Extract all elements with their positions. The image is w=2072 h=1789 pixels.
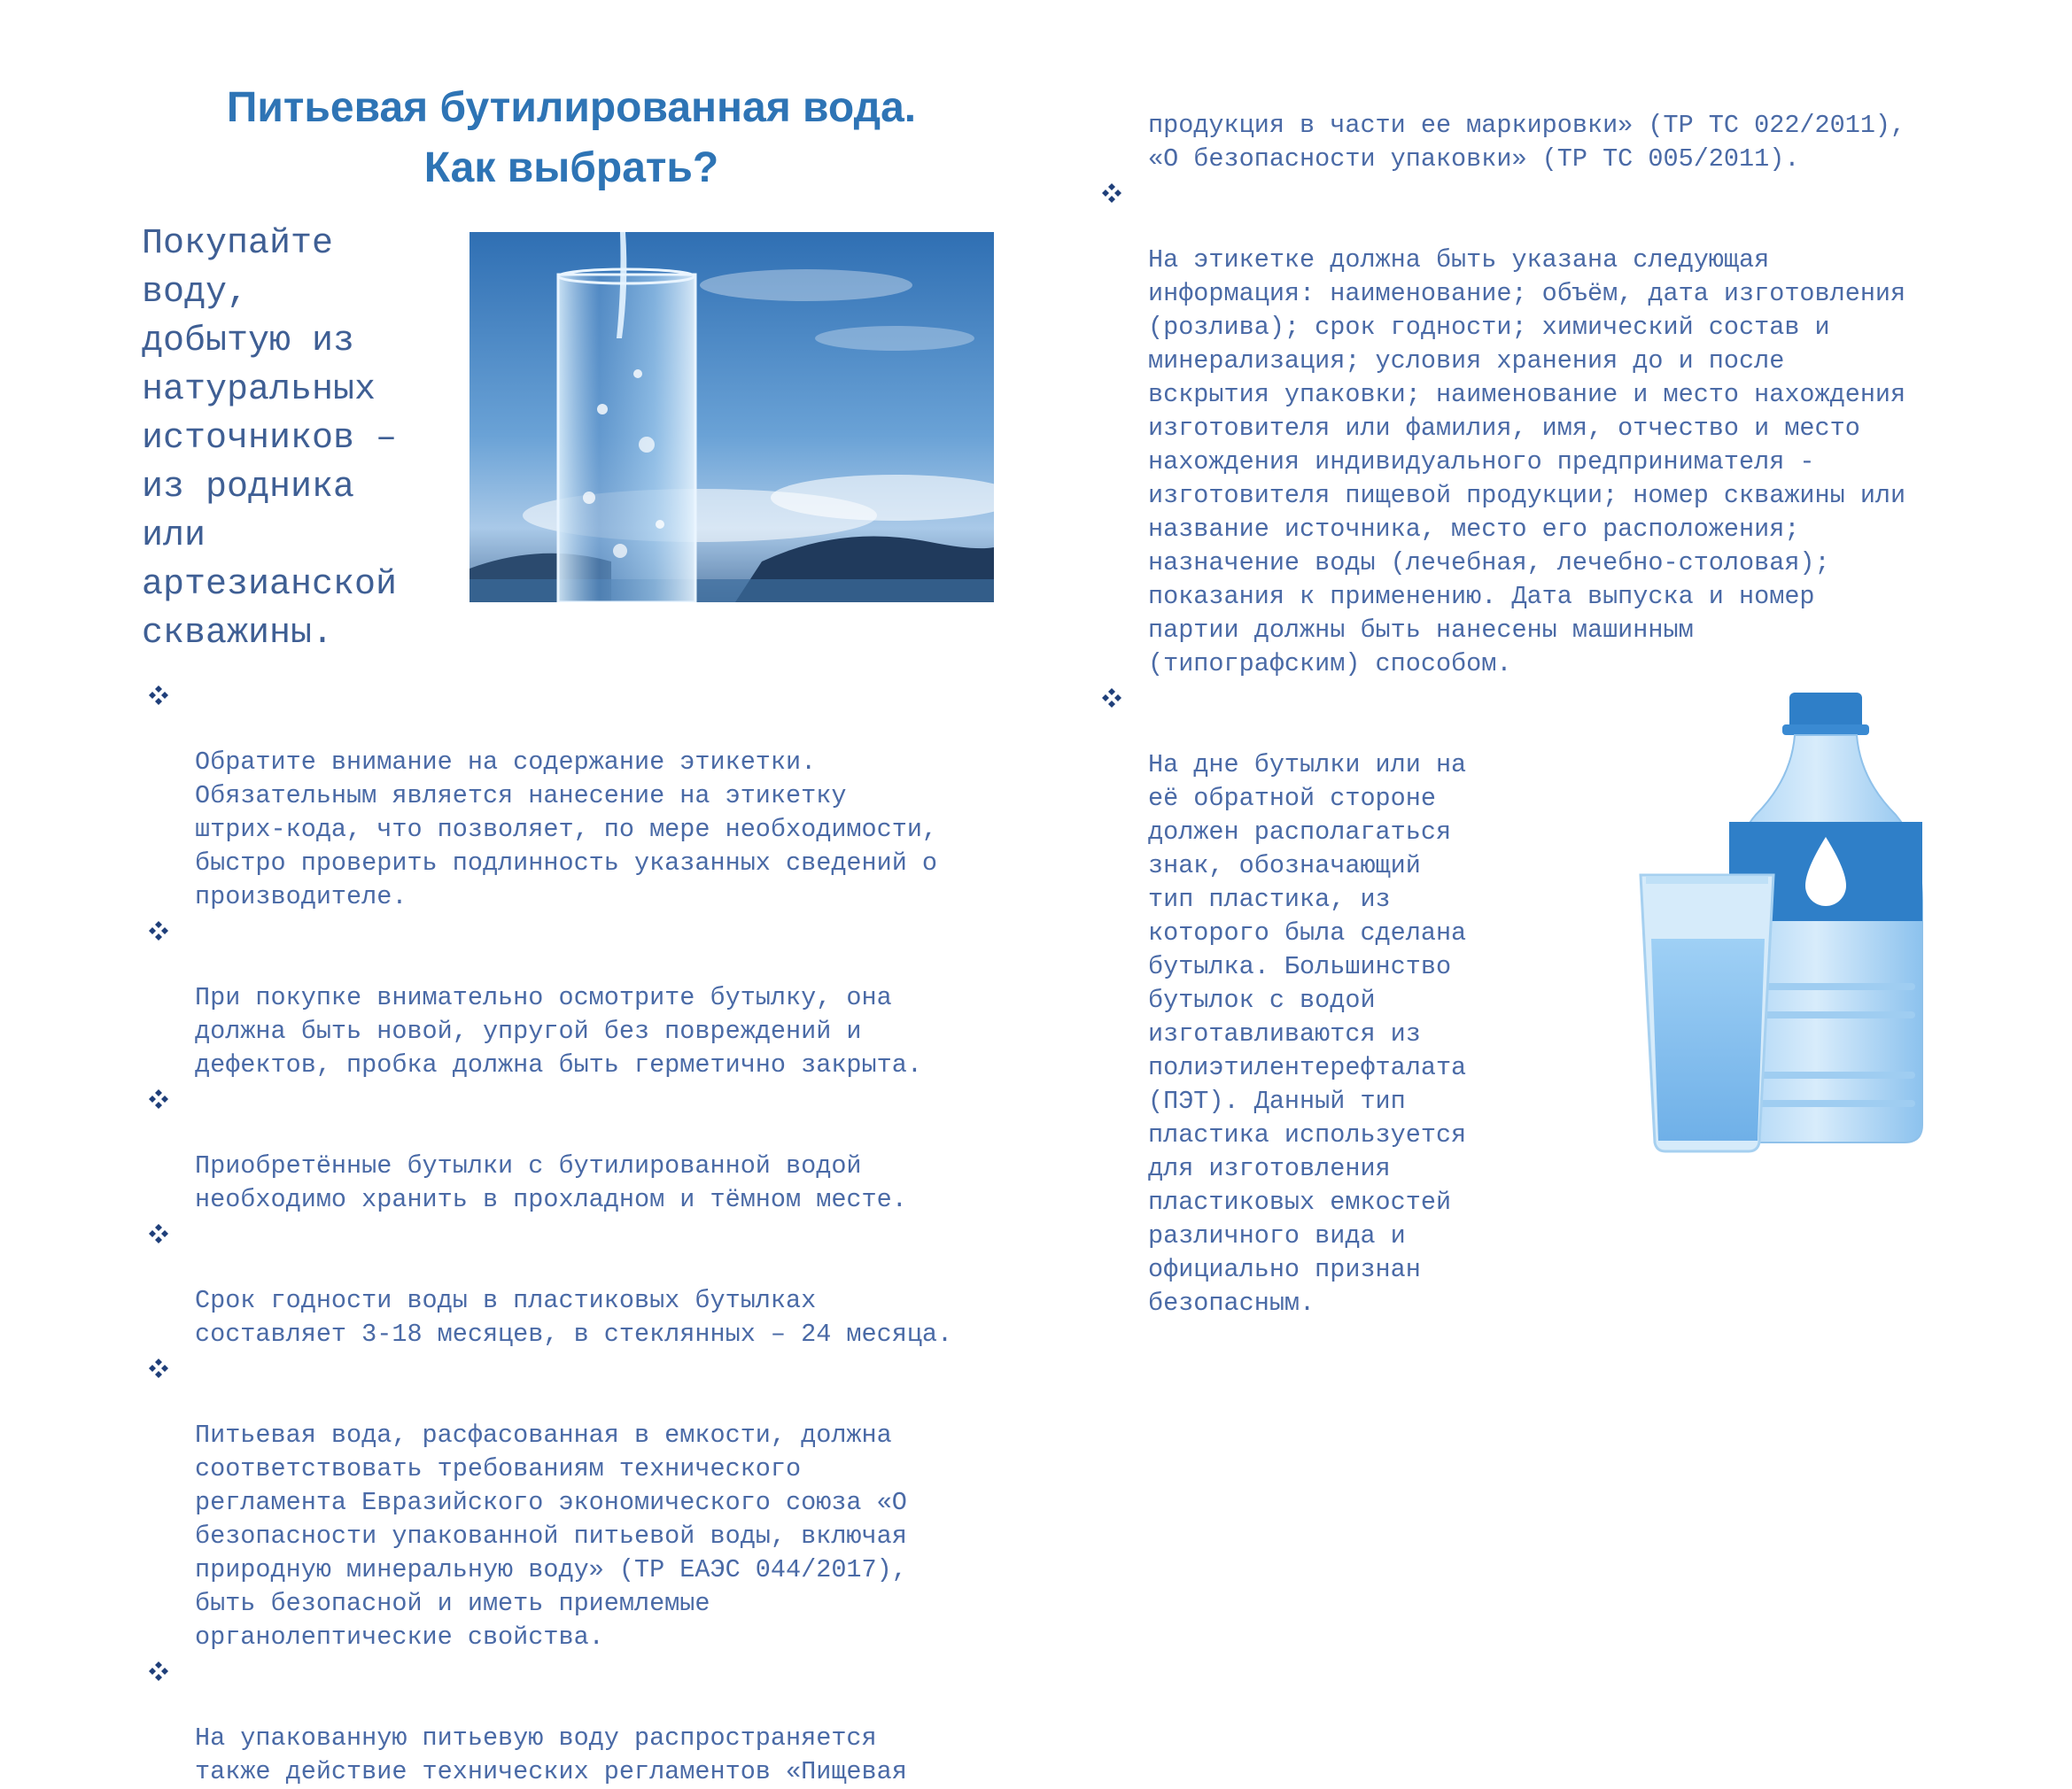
four-diamond-bullet-icon [1102, 688, 1121, 708]
list-item [142, 1654, 1036, 1789]
bottle-cap [1789, 693, 1862, 730]
list-item-text: При покупке внимательно осмотрите бутылку, она должна быть новой, упругой без повреждений и дефектов, пробка должна быть герметично закрыта. [195, 983, 922, 1080]
list-item-text: На дне бутылки или на её обратной стороне должен располагаться знак, обозначающий тип пластика, из которого была сделана бутылка. Большинство бутылок с водой изготавливаются из полиэтилентерефталата (ПЭТ). Данный тип пластика используется для изготовления пластиковых емкостей различного вида и официально признан безопасным. [1148, 750, 1467, 1318]
four-diamond-bullet-icon [149, 1089, 168, 1109]
intro-text: Покупайте воду, добытую из натуральных источников – из родника или артезианской скважины. [142, 224, 398, 654]
list-item-text: Срок годности воды в пластиковых бутылках составляет 3-18 месяцев, в стеклянных – 24 месяца. [195, 1286, 953, 1349]
list-item [1095, 176, 1998, 681]
list-item [142, 678, 1036, 914]
list-item-continuation [1095, 75, 1998, 176]
title-line-1: Питьевая бутилированная вода. [226, 84, 917, 131]
four-diamond-bullet-icon [1102, 183, 1121, 203]
title-line-2: Как выбрать? [423, 144, 719, 191]
four-diamond-bullet-icon [149, 1661, 168, 1681]
four-diamond-bullet-icon [149, 921, 168, 941]
water-glass-photo [469, 232, 994, 602]
four-diamond-bullet-icon [149, 1359, 168, 1378]
bottle-and-glass-illustration [1524, 611, 2046, 1222]
page-title [133, 78, 1010, 198]
four-diamond-bullet-icon [149, 685, 168, 705]
list-item-text: На этикетке должна быть указана следующая информация: наименование; объём, дата изготовления (розлива); срок годности; химический состав и минерализация; условия хранения до и после вскрытия упаковки; наименование и место нахождения изготовителя или фамилия, имя, отчество и место нахождения индивидуального предпринимателя - изготовителя пищевой продукции; номер скважины или название источника, место его расположения; назначение воды (лечебная, лечебно-столовая); показания к применению. Дата выпуска и номер партии должны быть нанесены машинным (типографским) способом. [1148, 245, 1906, 678]
four-diamond-bullet-icon [149, 1224, 168, 1243]
list-item-text: Обратите внимание на содержание этикетки. Обязательным является нанесение на этикетку штрих-кода, что позволяет, по мере необходимости, быстро проверить подлинность указанных сведений о производителе. [195, 747, 938, 911]
list-item [142, 1082, 1036, 1217]
left-bullet-list [142, 678, 1036, 1789]
list-item-text: Приобретённые бутылки с бутилированной водой необходимо хранить в прохладном и тёмном месте. [195, 1151, 907, 1214]
list-item-text: На упакованную питьевую воду распространяется также действие технических регламентов «Пищевая [195, 1723, 907, 1786]
list-item [142, 914, 1036, 1082]
list-item [142, 1351, 1036, 1654]
list-item-text: Питьевая вода, расфасованная в емкости, должна соответствовать требованиям технического регламента Евразийского экономического союза «О безопасности упакованной питьевой воды, включая природную минеральную воду» (ТР ЕАЭС 044/2017), быть безопасной и иметь приемлемые органолептические свойства. [195, 1421, 907, 1652]
list-item-text: продукция в части ее маркировки» (ТР ТС 022/2011), «О безопасности упаковки» (ТР ТС 005/2011). [1148, 111, 1906, 174]
list-item [142, 1217, 1036, 1351]
